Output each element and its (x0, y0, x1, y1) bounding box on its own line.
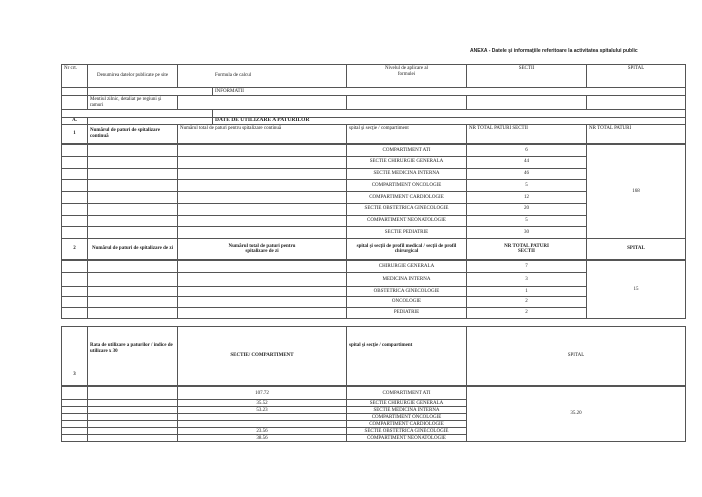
row2-section-name (346, 307, 467, 319)
row3-section-value-text: 107.72 (255, 390, 269, 396)
row3-col-spital (466, 326, 686, 386)
row3-nr-text: 3 (73, 371, 76, 377)
row2-section-value-text: 7 (525, 263, 528, 269)
row2-section-name-text: OBSTETRICA GINECOLOGIE (373, 288, 440, 294)
row3-empty-nr (61, 386, 88, 400)
row2-col-spital (586, 238, 686, 260)
row1-section-name-text: COMPARTIMENT ONCOLOGIE (371, 182, 442, 188)
row3-total-text: 35.20 (570, 411, 582, 417)
row3-section-name-text: COMPARTIMENT NEONATOLOGIE (367, 435, 446, 441)
row2-section-value-text: 2 (525, 310, 528, 316)
row2-empty-formula (177, 307, 347, 319)
row3-section-name-text: SECTIE OBSTETRICA GINECOLOGIE (364, 428, 449, 434)
header-sectii (466, 64, 587, 88)
row1-section-name-text: SECTIE PEDIATRIE (384, 229, 429, 235)
row2-empty-nr (61, 307, 88, 319)
row1-section-name-text: COMPARTIMENT ATI (382, 147, 431, 153)
row2-section-value-text: 1 (525, 288, 528, 294)
row1-nr-text: 1 (73, 131, 76, 137)
row3-level-text: spital şi secţie / compartiment (349, 343, 413, 348)
row1-section-value-text: 6 (525, 147, 528, 153)
row2-empty-formula (177, 272, 347, 287)
header-nr-text: Nr crt. (64, 66, 78, 71)
header-nivel (346, 64, 467, 88)
row2-formula-text: Numărul total de paturi pentru spitalizare de zi (228, 243, 296, 254)
row2-level (346, 238, 467, 260)
row1-col-sectii-text: NR TOTAL PATURI SECTII (469, 126, 528, 131)
row2-formula (177, 238, 347, 260)
row2-section-name-text: PEDIATRIE (393, 310, 420, 316)
row2-col-spital-text: SPITAL (627, 246, 645, 252)
row1-section-name-text: SECTIE MEDICINA INTERNA (373, 171, 440, 177)
row2-empty-nr (61, 272, 88, 287)
header-denumire-text: Denumirea datelor publicate pe site (96, 73, 169, 79)
row2-section-value (466, 307, 587, 319)
row3-section-name (346, 386, 467, 400)
row2-col-sectii-text: NR TOTAL PATURI SECTII (504, 243, 549, 254)
document-title: ANEXA - Datele şi informaţiile referitoare la activitatea spitalului public (470, 48, 638, 54)
mentiuni-nr-cell (61, 95, 88, 110)
row1-col-spital (586, 124, 686, 144)
row3-section-name-text: SECTIE CHIRURGIE GENERALA (369, 400, 444, 406)
row2-nr (61, 238, 88, 260)
row1-section-name-text: SECTIE OBSTETRICA GINECOLOGIE (364, 206, 449, 212)
row1-section-name-text: SECTIE CHIRURGIE GENERALA (369, 159, 444, 165)
row1-section-value-text: 46 (524, 171, 529, 177)
row3-section-value (177, 434, 347, 442)
row3-empty-nr (61, 434, 88, 442)
row3-nr (61, 326, 88, 386)
row3-section-value-text: 53.23 (256, 407, 268, 413)
row3-section-name-text: SECTIE MEDICINA INTERNA (373, 407, 440, 413)
row2-level-text: spital şi secţii de profil medical / secţii de profil chirurgical (356, 243, 457, 254)
row2-empty-name (87, 272, 178, 287)
row1-level (346, 124, 467, 144)
row2-total-text: 15 (633, 286, 639, 292)
header-denumire (87, 64, 178, 88)
mentiuni-cell (87, 95, 178, 110)
section-a-letter-text: A. (72, 118, 77, 124)
row2-section-name (346, 272, 467, 287)
mentiuni-formula-cell (177, 95, 347, 110)
row2-section-value (466, 272, 587, 287)
row1-section-value-text: 30 (524, 229, 529, 235)
row1-name-text: Numărul de paturi de spitalizare continuă (90, 128, 160, 139)
row2-col-sectii (466, 238, 587, 260)
row3-name-text: Rata de utilizare a paturilor / indice de utilizare x 30 (90, 343, 173, 354)
row1-name (87, 124, 178, 144)
row2-section-name-text: ONCOLOGIE (391, 299, 422, 305)
mentiuni-nivel-cell (346, 95, 467, 110)
row1-section-value-text: 20 (524, 206, 529, 212)
row2-section-value-text: 3 (525, 276, 528, 282)
header-nivel-text: Nivelul de aplicare al formulei (385, 66, 428, 77)
row2-section-name-text: MEDICINA INTERNA (382, 276, 431, 282)
header-sectii-text: SECTII (518, 66, 535, 71)
row3-formula (177, 326, 347, 386)
row1-nr (61, 124, 88, 144)
row2-empty-name (87, 307, 178, 319)
row3-section-name (346, 434, 467, 442)
row3-level (346, 326, 467, 386)
row2-total (586, 260, 686, 319)
row1-section-value-text: 44 (524, 159, 529, 165)
row3-section-value-text: 38.56 (256, 435, 268, 441)
row3-section-name-text: COMPARTIMENT ONCOLOGIE (371, 414, 442, 420)
header-formula (177, 64, 347, 88)
row3-empty-name (87, 386, 178, 400)
row3-section-value-text: 23.56 (256, 428, 268, 434)
row2-section-name-text: CHIRURGIE GENERALA (378, 263, 435, 269)
row3-empty-name (87, 434, 178, 442)
row1-total-text: 168 (632, 188, 640, 194)
row1-section-value-text: 5 (525, 182, 528, 188)
header-spital-text: SPITAL (627, 66, 645, 71)
row2-name (87, 238, 178, 260)
row1-formula (177, 124, 347, 144)
row1-section-value-text: 12 (524, 194, 529, 200)
row3-section-value-text: 35.52 (256, 400, 268, 406)
row1-total (586, 144, 686, 239)
row3-formula-text: SECTIE/ COMPARTIMENT (230, 353, 294, 359)
row3-col-spital-text: SPITAL (567, 353, 585, 359)
row1-section-name-text: COMPARTIMENT NEONATOLOGIE (367, 218, 446, 224)
mentiuni-spital-cell (586, 95, 686, 110)
informatii-text: INFORMATII (215, 88, 244, 94)
row1-col-spital-text: NR TOTAL PATURI (589, 126, 632, 131)
row1-formula-text: Numărul total de paturi pentru spitalizare continuă (180, 126, 282, 131)
row2-nr-text: 2 (73, 246, 76, 252)
mentiuni-sectii-cell (466, 95, 587, 110)
row3-section-name-text: COMPARTIMENT CARDIOLOGIE (369, 421, 444, 427)
row3-section-value (177, 386, 347, 400)
header-nr (61, 64, 88, 88)
row3-total (466, 386, 686, 442)
row1-section-value-text: 5 (525, 218, 528, 224)
row3-section-name-text: COMPARTIMENT ATI (382, 390, 431, 396)
row2-name-text: Numărul de paturi de spitalizare de zi (91, 246, 173, 252)
header-formula-text: Formula de calcul (215, 73, 252, 79)
row1-level-text: spital şi secţie / compartiment (349, 126, 409, 131)
row3-name (87, 326, 178, 386)
row1-col-sectii (466, 124, 587, 144)
section-a-title-text: DATE DE UTILIZARE A PATURILOR (215, 117, 310, 124)
row2-section-value-text: 2 (525, 299, 528, 305)
row1-section-name-text: COMPARTIMENT CARDIOLOGIE (369, 194, 444, 200)
mentiuni-text: Mentiul zilnic, detaliat pe regiuni şi ramuri (90, 97, 162, 108)
header-spital (586, 64, 686, 88)
